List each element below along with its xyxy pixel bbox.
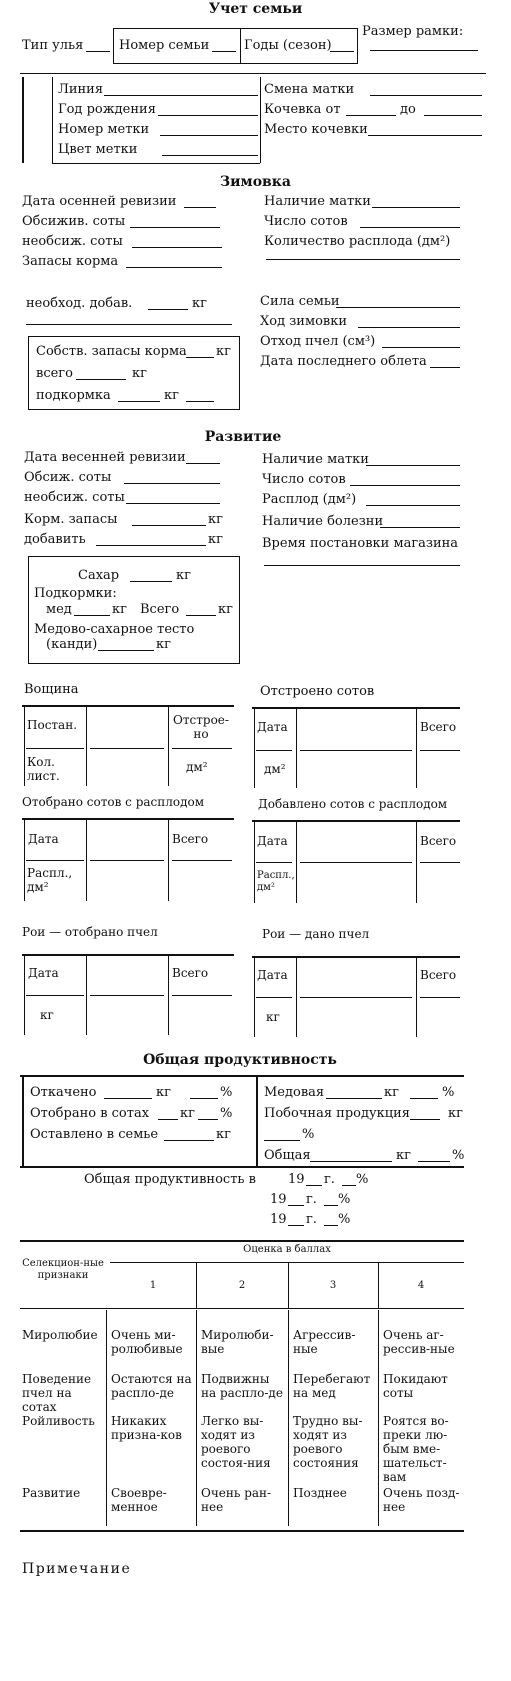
- swarm-given-table-top: [252, 956, 460, 958]
- built-table-col0: [254, 708, 255, 788]
- hive-type-field[interactable]: [86, 51, 110, 52]
- taken-table-col2: [168, 819, 169, 901]
- queen-change-label: Смена матки: [264, 82, 355, 97]
- swarm-taken-kg-label: кг: [40, 1008, 54, 1022]
- swarm-taken-title: Рои — отобрано пчел: [22, 925, 158, 939]
- summary-label: Общая продуктивность в: [84, 1172, 256, 1187]
- covered-combs-label: Обсижив. соты: [22, 214, 126, 229]
- swarm-taken-table-top: [22, 954, 234, 956]
- dev-brood-label: Расплод (дм²): [262, 492, 357, 507]
- uncovered-combs-field[interactable]: [132, 247, 222, 248]
- birth-year-field[interactable]: [158, 115, 258, 116]
- honey-prod-pct-field[interactable]: [410, 1098, 438, 1099]
- bee-loss-field[interactable]: [382, 347, 460, 348]
- by-products-kg-field[interactable]: [410, 1119, 440, 1120]
- honey-prod-pct-unit: %: [442, 1085, 455, 1100]
- colony-years-divider: [240, 28, 241, 64]
- built-date-label: Дата: [257, 720, 288, 734]
- feedings-label: Подкормки:: [34, 586, 117, 601]
- summary-pct-1-field[interactable]: [342, 1185, 356, 1186]
- summary-g-3: г.: [306, 1212, 317, 1227]
- feed-reserves-label: Корм. запасы: [24, 512, 118, 527]
- swarm-given-col2: [416, 957, 417, 1037]
- built-combs-title: Отстроено сотов: [260, 684, 375, 699]
- taken-combs-pct-unit: %: [220, 1106, 233, 1121]
- selection-traits-header: Селекцион-ные признаки: [22, 1258, 104, 1281]
- total-prod-kg-field[interactable]: [310, 1161, 392, 1162]
- sugar-field[interactable]: [130, 581, 172, 582]
- honey-prod-label: Медовая: [264, 1085, 325, 1100]
- total-prod-pct-field[interactable]: [418, 1161, 450, 1162]
- swarm-given-title: Рои — дано пчел: [262, 927, 370, 941]
- left-colony-kg-field[interactable]: [164, 1140, 214, 1141]
- by-products-pct-field[interactable]: [264, 1140, 300, 1141]
- taken-combs-label: Отобрано в сотах: [30, 1106, 150, 1121]
- taken-table-col1: [86, 819, 87, 901]
- sugar-label: Сахар: [78, 568, 120, 583]
- dough-label: Медово-сахарное тесто: [34, 622, 195, 637]
- selection-body-div-2: [288, 1310, 289, 1526]
- birth-year-label: Год рождения: [58, 102, 156, 117]
- selection-bottom-rule: [20, 1530, 464, 1532]
- migration-from-field[interactable]: [346, 115, 396, 116]
- trait-swarming: Ройливость: [22, 1414, 95, 1428]
- feeding-field[interactable]: [118, 401, 160, 402]
- wax-title: Вощина: [24, 682, 79, 697]
- built-table-split-a: [256, 750, 292, 751]
- years-field[interactable]: [330, 51, 354, 52]
- built-table-col1: [296, 708, 297, 788]
- trait-behavior: Поведение пчел на сотах: [22, 1372, 92, 1414]
- productivity-title: Общая продуктивность: [143, 1052, 337, 1068]
- queen-change-field[interactable]: [370, 95, 482, 96]
- swarm-given-split-a: [256, 997, 292, 998]
- comb-count-field[interactable]: [360, 227, 460, 228]
- need-add-label: необход. добав.: [26, 296, 133, 311]
- selection-body-div-0: [106, 1310, 107, 1526]
- row2-c1: Остаются на распло-де: [111, 1372, 192, 1400]
- wax-table-split-c: [172, 748, 232, 749]
- candy-label: (канди): [46, 637, 98, 652]
- added-table-split-a: [256, 862, 292, 863]
- productivity-bottom-rule: [20, 1166, 464, 1168]
- honey-unit: кг: [112, 602, 127, 617]
- extracted-label: Откачено: [30, 1085, 97, 1100]
- candy-field[interactable]: [98, 650, 154, 651]
- by-products-label: Побочная продукция: [264, 1106, 410, 1121]
- row1-c3: Агрессив-ные: [293, 1328, 356, 1356]
- feed-reserves-field[interactable]: [132, 525, 206, 526]
- dev-uncovered-field[interactable]: [126, 503, 220, 504]
- summary-pct-2-field[interactable]: [324, 1205, 338, 1206]
- comb-count-label: Число сотов: [264, 214, 348, 229]
- extracted-pct-field[interactable]: [190, 1098, 218, 1099]
- summary-g-2: г.: [306, 1192, 317, 1207]
- row3-c2: Легко вы-ходят из роевого состоя-ния: [201, 1414, 271, 1470]
- selection-score-header: Оценка в баллах: [243, 1244, 331, 1255]
- built-table-col2: [416, 708, 417, 788]
- added-brood-title: Добавлено сотов с расплодом: [258, 797, 448, 811]
- last-flight-field[interactable]: [430, 367, 460, 368]
- wax-table-top: [22, 705, 234, 707]
- frame-size-label: Размер рамки:: [362, 24, 464, 39]
- built-dm2-label: дм²: [264, 762, 286, 776]
- extracted-pct-unit: %: [220, 1085, 233, 1100]
- score-2: 2: [238, 1280, 246, 1291]
- taken-total-label: Всего: [172, 832, 209, 846]
- dev-uncovered-label: необсиж. соты: [24, 490, 125, 505]
- added-date-label: Дата: [257, 834, 288, 848]
- wax-table-col2: [168, 706, 169, 786]
- added-table-col0: [254, 821, 255, 903]
- row4-c2: Очень ран-нее: [201, 1486, 272, 1514]
- row2-c3: Перебегают на мед: [293, 1372, 371, 1400]
- row3-c4: Роятся во-преки лю-бым вме-шательст-вам: [383, 1414, 449, 1484]
- family-inner-bottom: [52, 163, 260, 164]
- taken-table-split-a: [26, 860, 84, 861]
- taken-brood-title: Отобрано сотов с расплодом: [22, 795, 205, 809]
- left-colony-label: Оставлено в семье: [30, 1127, 159, 1142]
- colony-strength-label: Сила семьи: [260, 294, 340, 309]
- bee-loss-label: Отход пчел (см³): [260, 334, 376, 349]
- dev-queen-label: Наличие матки: [262, 452, 369, 467]
- honey-label: мед: [46, 602, 72, 617]
- row3-c3: Трудно вы-ходят из роевого состояния: [293, 1414, 363, 1470]
- extracted-kg-unit: кг: [156, 1085, 171, 1100]
- brood-amount-field[interactable]: [266, 259, 460, 260]
- swarm-given-kg-label: кг: [266, 1010, 280, 1024]
- queen-presence-field[interactable]: [372, 207, 460, 208]
- dev-covered-label: Обсиж. соты: [24, 470, 112, 485]
- disease-label: Наличие болезни: [262, 514, 384, 529]
- honey-prod-kg-field[interactable]: [326, 1098, 382, 1099]
- row2-c2: Подвижны на распло-де: [201, 1372, 283, 1400]
- row4-c4: Очень позд-нее: [383, 1486, 460, 1514]
- spring-date-field[interactable]: [186, 463, 220, 464]
- wintering-course-label: Ход зимовки: [260, 314, 348, 329]
- selection-body-div-1: [196, 1310, 197, 1526]
- family-title: Учет семьи: [208, 1, 303, 17]
- productivity-mid-bar: [256, 1076, 258, 1166]
- selection-header-rule: [20, 1308, 464, 1309]
- family-mid-bar: [260, 77, 261, 163]
- by-products-kg-unit: кг: [448, 1106, 463, 1121]
- row3-c1: Никаких призна-ков: [111, 1414, 182, 1442]
- swarm-taken-split-a: [26, 995, 84, 996]
- row4-c1: Своевре-менное: [111, 1486, 167, 1514]
- swarm-given-date-label: Дата: [257, 968, 288, 982]
- wax-table-col0: [24, 706, 25, 786]
- built-total-label: Всего: [420, 720, 457, 734]
- need-add-unit: кг: [192, 296, 207, 311]
- migration-place-label: Место кочевки: [264, 122, 368, 137]
- summary-year-2-field[interactable]: [288, 1205, 304, 1206]
- sugar-total-unit: кг: [218, 602, 233, 617]
- added-total-label: Всего: [420, 834, 457, 848]
- summary-pct-2: %: [338, 1192, 351, 1207]
- swarm-taken-split-b: [90, 995, 164, 996]
- trait-development: Развитие: [22, 1486, 81, 1500]
- swarm-taken-col2: [168, 955, 169, 1035]
- total-field[interactable]: [76, 379, 126, 380]
- selection-body-div-3: [378, 1310, 379, 1526]
- line-label: Линия: [58, 82, 104, 97]
- own-reserves-unit: кг: [216, 344, 231, 359]
- swarm-given-col0: [254, 957, 255, 1037]
- swarm-taken-total-label: Всего: [172, 966, 209, 980]
- mark-color-label: Цвет метки: [58, 142, 138, 157]
- need-add-field[interactable]: [148, 309, 188, 310]
- summary-pct-3-field[interactable]: [324, 1225, 338, 1226]
- row4-c3: Позднее: [293, 1486, 347, 1500]
- swarm-taken-date-label: Дата: [28, 966, 59, 980]
- covered-combs-field[interactable]: [130, 227, 220, 228]
- mark-number-field[interactable]: [160, 135, 258, 136]
- mark-number-label: Номер метки: [58, 122, 150, 137]
- wax-table-col1: [86, 706, 87, 786]
- swarm-taken-col0: [24, 955, 25, 1035]
- colony-strength-field[interactable]: [336, 307, 460, 308]
- added-table-col2: [416, 821, 417, 903]
- added-table-top: [252, 820, 460, 822]
- add-label: добавить: [24, 532, 86, 547]
- own-reserves-label: Собств. запасы корма: [36, 344, 187, 359]
- wintering-course-field[interactable]: [358, 327, 460, 328]
- wintering-title: Зимовка: [220, 174, 291, 190]
- row1-c1: Очень ми-ролюбивые: [111, 1328, 183, 1356]
- development-title: Развитие: [204, 429, 282, 445]
- last-flight-label: Дата последнего облета: [260, 354, 427, 369]
- autumn-date-label: Дата осенней ревизии: [22, 194, 177, 209]
- migration-from-label: Кочевка от: [264, 102, 341, 117]
- total-prod-kg-unit: кг: [396, 1148, 411, 1163]
- dev-covered-field[interactable]: [124, 483, 220, 484]
- built-label: Отстрое-но: [173, 713, 229, 741]
- migration-to-field[interactable]: [424, 115, 482, 116]
- queen-presence-label: Наличие матки: [264, 194, 371, 209]
- taken-combs-kg-field[interactable]: [158, 1119, 178, 1120]
- total-prod-label: Общая: [264, 1148, 311, 1163]
- family-left-bar: [22, 77, 24, 163]
- swarm-taken-col1: [86, 955, 87, 1035]
- swarm-given-col1: [296, 957, 297, 1037]
- score-3: 3: [329, 1280, 337, 1291]
- line-field[interactable]: [104, 95, 258, 96]
- added-table-split-c: [420, 862, 460, 863]
- added-table-split-b: [300, 862, 412, 863]
- extracted-kg-field[interactable]: [104, 1098, 152, 1099]
- selection-score-rule: [110, 1262, 464, 1263]
- productivity-left-bar: [22, 1076, 24, 1166]
- uncovered-combs-label: необсиж. соты: [22, 234, 123, 249]
- taken-combs-pct-field[interactable]: [198, 1119, 218, 1120]
- row2-c4: Покидают соты: [383, 1372, 448, 1400]
- taken-table-split-b: [90, 860, 164, 861]
- summary-year-1-field[interactable]: [306, 1185, 322, 1186]
- summary-year-1: 19: [288, 1172, 305, 1187]
- summary-pct-3: %: [338, 1212, 351, 1227]
- colony-number-field[interactable]: [212, 51, 236, 52]
- score-1: 1: [149, 1280, 157, 1291]
- family-inner-bar: [52, 77, 53, 163]
- left-colony-kg-unit: кг: [216, 1127, 231, 1142]
- sheets-qty-label: Кол. лист.: [27, 755, 60, 783]
- taken-brood-dm2-label: Распл., дм²: [27, 866, 73, 894]
- row1-c2: Миролюби-вые: [201, 1328, 274, 1356]
- taken-table-col0: [24, 819, 25, 901]
- sugar-unit: кг: [176, 568, 191, 583]
- trait-peacefulness: Миролюбие: [22, 1328, 98, 1342]
- wax-dm2-label: дм²: [186, 760, 208, 774]
- wax-table-split-a: [26, 748, 84, 749]
- candy-unit: кг: [156, 637, 171, 652]
- dev-comb-count-label: Число сотов: [262, 472, 346, 487]
- taken-combs-kg-unit: кг: [180, 1106, 195, 1121]
- migration-place-field[interactable]: [368, 135, 482, 136]
- by-products-pct-unit: %: [302, 1127, 315, 1142]
- feeding-unit: кг: [164, 388, 179, 403]
- add-field[interactable]: [96, 545, 206, 546]
- brood-amount-label: Количество расплода (дм²): [264, 234, 451, 249]
- own-reserves-field[interactable]: [186, 357, 214, 358]
- sugar-total-label: Всего: [140, 602, 180, 617]
- productivity-top-rule: [20, 1075, 464, 1077]
- wax-table-split-b: [90, 748, 164, 749]
- added-brood-dm2-label: Распл., дм²: [257, 870, 295, 893]
- family-rule: [20, 73, 486, 74]
- swarm-given-split-c: [420, 997, 460, 998]
- dev-brood-field[interactable]: [366, 505, 460, 506]
- score-4: 4: [417, 1280, 425, 1291]
- feed-reserves-unit: кг: [208, 512, 223, 527]
- row1-c4: Очень аг-рессив-ные: [383, 1328, 455, 1356]
- honey-field[interactable]: [74, 615, 110, 616]
- autumn-date-field[interactable]: [184, 207, 216, 208]
- swarm-taken-split-c: [172, 995, 232, 996]
- built-table-split-b: [300, 750, 412, 751]
- spring-date-label: Дата весенней ревизии: [24, 450, 186, 465]
- total-label: всего: [36, 366, 73, 381]
- food-reserves-label: Запасы корма: [22, 254, 119, 269]
- summary-g-1: г.: [324, 1172, 335, 1187]
- add-unit: кг: [208, 532, 223, 547]
- food-reserves-field[interactable]: [126, 267, 222, 268]
- summary-year-3: 19: [270, 1212, 287, 1227]
- colony-number-label: Номер семьи: [119, 38, 210, 53]
- feeding-extra-field[interactable]: [186, 401, 214, 402]
- taken-table-split-c: [172, 860, 232, 861]
- taken-date-label: Дата: [28, 832, 59, 846]
- note-label: Примечание: [22, 1561, 132, 1577]
- super-time-field[interactable]: [264, 565, 460, 566]
- disease-field[interactable]: [380, 527, 460, 528]
- migration-to-label: до: [400, 102, 416, 117]
- total-prod-pct-unit: %: [452, 1148, 465, 1163]
- swarm-given-total-label: Всего: [420, 968, 457, 982]
- built-table-top: [252, 707, 460, 709]
- dev-queen-field[interactable]: [366, 465, 460, 466]
- honey-prod-kg-unit: кг: [384, 1085, 399, 1100]
- years-label: Годы (сезон): [244, 38, 332, 53]
- need-add-extra-field[interactable]: [26, 324, 232, 325]
- taken-table-top: [22, 818, 234, 820]
- selection-top-rule: [20, 1240, 464, 1242]
- feeding-label: подкормка: [36, 388, 111, 403]
- super-time-label: Время постановки магазина: [262, 536, 459, 551]
- summary-year-3-field[interactable]: [288, 1225, 304, 1226]
- swarm-given-split-b: [300, 997, 412, 998]
- dev-comb-count-field[interactable]: [350, 485, 460, 486]
- summary-pct-1: %: [356, 1172, 369, 1187]
- mark-color-field[interactable]: [162, 155, 258, 156]
- sugar-total-field[interactable]: [186, 615, 216, 616]
- total-unit: кг: [132, 366, 147, 381]
- placed-label: Постан.: [27, 718, 78, 732]
- frame-size-field[interactable]: [370, 50, 478, 51]
- built-table-split-c: [420, 750, 460, 751]
- summary-year-2: 19: [270, 1192, 287, 1207]
- hive-type-label: Тип улья: [22, 38, 84, 53]
